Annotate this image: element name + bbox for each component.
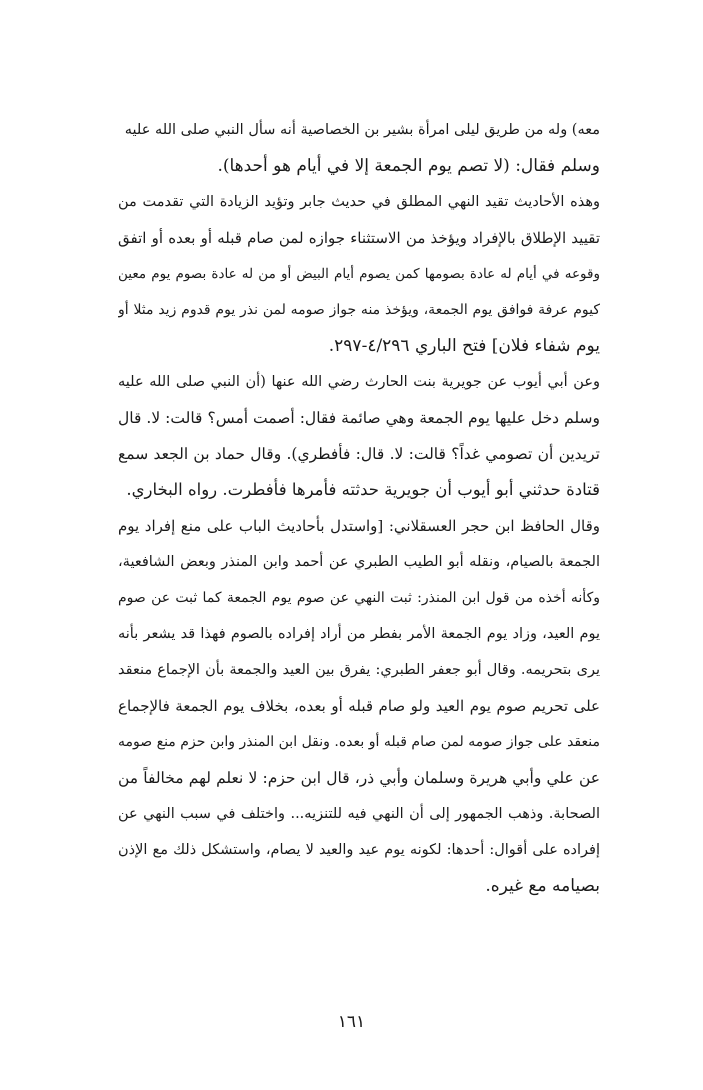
- text-line: إفراده على أقوال: أحدها: لكونه يوم عيد والعيد لا يصام، واستشكل ذلك مع الإذن: [118, 842, 600, 858]
- text-line: يوم العيد، وزاد يوم الجمعة الأمر بفطر من أراد إفراده بالصوم فهذا قد يشعر بأنه: [118, 626, 600, 642]
- text-line: قتادة حدثني أبو أيوب أن جويرية حدثته فأمرها فأفطرت. رواه البخاري.: [126, 480, 600, 499]
- text-line: الجمعة بالصيام، ونقله أبو الطيب الطبري عن أحمد وابن المنذر وبعض الشافعية،: [118, 554, 600, 570]
- text-line: وكأنه أخذه من قول ابن المنذر: ثبت النهي عن صوم يوم الجمعة كما ثبت عن صوم: [118, 590, 600, 606]
- text-line: وسلم دخل عليها يوم الجمعة وهي صائمة فقال: أصمت أمس؟ قالت: لا. قال: [118, 409, 600, 427]
- text-line: وعن أبي أيوب عن جويرية بنت الحارث رضي الله عنها (أن النبي صلى الله عليه: [118, 374, 600, 390]
- page-number: ١٦١: [337, 1012, 366, 1032]
- text-line: يرى بتحريمه. وقال أبو جعفر الطبري: يفرق بين العيد والجمعة بأن الإجماع منعقد: [118, 662, 600, 678]
- text-line: تريدين أن تصومي غداً؟ قالت: لا. قال: فأفطري). وقال حماد بن الجعد سمع: [118, 445, 600, 463]
- text-line: عن علي وأبي هريرة وسلمان وأبي ذر، قال ابن حزم: لا نعلم لهم مخالفاً من: [118, 769, 600, 787]
- text-line: وقال الحافظ ابن حجر العسقلاني: [واستدل بأحاديث الباب على منع إفراد يوم: [118, 517, 600, 535]
- body-text: [118, 112, 600, 904]
- text-line: وسلم فقال: (لا تصم يوم الجمعة إلا في أيام هو أحدها).: [217, 156, 600, 176]
- text-line: بصيامه مع غيره.: [485, 876, 600, 896]
- text-line: وهذه الأحاديث تقيد النهي المطلق في حديث جابر وتؤيد الزيادة التي تقدمت من: [118, 194, 600, 210]
- text-line: كيوم عرفة فوافق يوم الجمعة، ويؤخذ منه جواز صومه لمن نذر يوم قدوم زيد مثلا أو: [118, 302, 600, 318]
- text-line: الصحابة. وذهب الجمهور إلى أن النهي فيه للتنزيه... واختلف في سبب النهي عن: [118, 806, 600, 822]
- text-line: وقوعه في أيام له عادة بصومها كمن يصوم أيام البيض أو من له عادة بصوم يوم معين: [118, 266, 600, 282]
- text-line: يوم شفاء فلان] فتح الباري ٤/٢٩٦-٢٩٧.: [328, 336, 600, 356]
- text-line: تقييد الإطلاق بالإفراد ويؤخذ من الاستثناء جوازه لمن صام قبله أو بعده أو اتفق: [118, 229, 600, 247]
- text-line: على تحريم صوم يوم العيد ولو صام قبله أو بعده، بخلاف يوم الجمعة فالإجماع: [118, 697, 600, 715]
- text-line: منعقد على جواز صومه لمن صام قبله أو بعده. ونقل ابن المنذر وابن حزم منع صومه: [118, 734, 600, 750]
- text-line: معه) وله من طريق ليلى امرأة بشير بن الخصاصية أنه سأل النبي صلى الله عليه: [124, 122, 600, 138]
